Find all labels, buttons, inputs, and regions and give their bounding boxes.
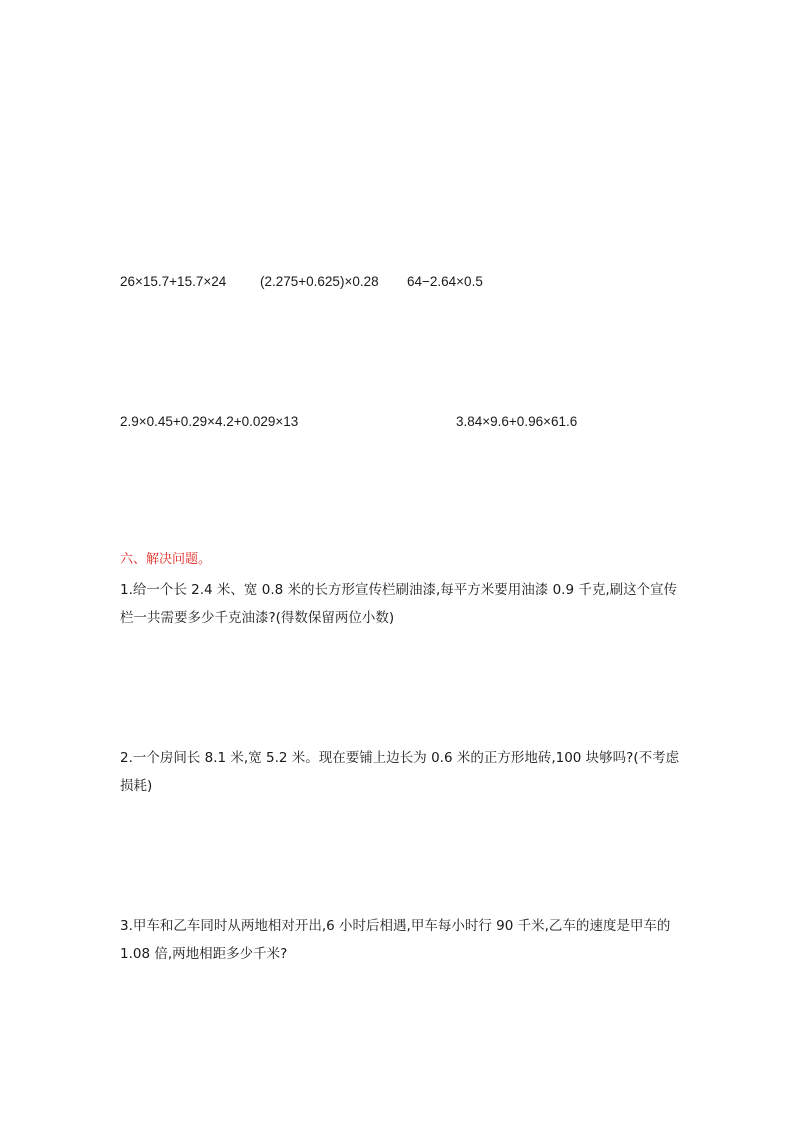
word-problem-3: 3.甲车和乙车同时从两地相对开出,6 小时后相遇,甲车每小时行 90 千米,乙车的速度是甲车的 1.08 倍,两地相距多少千米? — [120, 918, 671, 962]
calc-expression-4: 2.9×0.45+0.29×4.2+0.029×13 — [120, 414, 299, 429]
calc-expression-2: (2.275+0.625)×0.28 — [260, 274, 379, 289]
section-title: 六、解决问题。 — [120, 552, 212, 567]
calc-expression-3: 64−2.64×0.5 — [407, 274, 483, 289]
calc-expression-5: 3.84×9.6+0.96×61.6 — [456, 414, 578, 429]
calc-expression-1: 26×15.7+15.7×24 — [120, 274, 227, 289]
word-problem-1: 1.给一个长 2.4 米、宽 0.8 米的长方形宣传栏刷油漆,每平方米要用油漆 0.9 千克,刷这个宣传栏一共需要多少千克油漆?(得数保留两位小数) — [120, 582, 678, 626]
word-problem-2: 2.一个房间长 8.1 米,宽 5.2 米。现在要铺上边长为 0.6 米的正方形地砖,100 块够吗?(不考虑损耗) — [120, 750, 680, 794]
